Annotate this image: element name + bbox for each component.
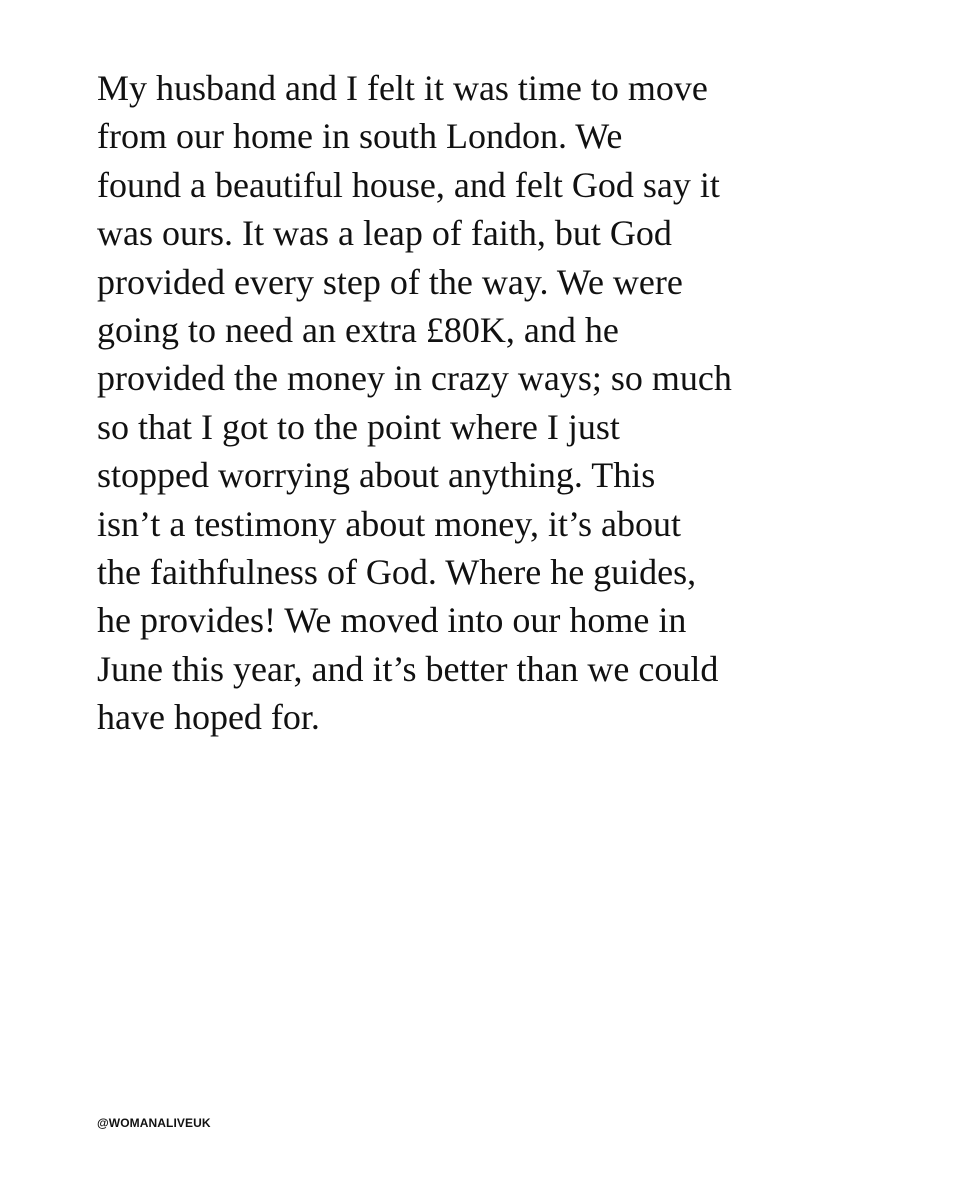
testimony-line-6: going to need an extra £80K, and he bbox=[97, 310, 619, 351]
testimony-line-8: so that I got to the point where I just bbox=[97, 406, 620, 447]
testimony-line-11: the faithfulness of God. Where he guides, bbox=[97, 552, 697, 593]
social-handle: @WOMANALIVEUK bbox=[97, 1116, 211, 1130]
testimony-line-13: June this year, and it’s better than we could bbox=[97, 648, 719, 689]
testimony-line-12: he provides! We moved into our home in bbox=[97, 600, 687, 641]
testimony-line-7: provided the money in crazy ways; so much bbox=[97, 358, 732, 399]
testimony-line-3: found a beautiful house, and felt God say it bbox=[97, 164, 720, 205]
testimony-line-5: provided every step of the way. We were bbox=[97, 261, 683, 302]
testimony-line-10: isn’t a testimony about money, it’s about bbox=[97, 503, 681, 544]
testimony-line-2: from our home in south London. We bbox=[97, 116, 623, 157]
testimony-line-1: My husband and I felt it was time to move bbox=[97, 68, 708, 108]
testimony-text bbox=[97, 64, 897, 742]
testimony-line-14: have hoped for. bbox=[97, 697, 320, 738]
testimony-line-9: stopped worrying about anything. This bbox=[97, 455, 656, 496]
testimony-line-4: was ours. It was a leap of faith, but God bbox=[97, 213, 672, 254]
